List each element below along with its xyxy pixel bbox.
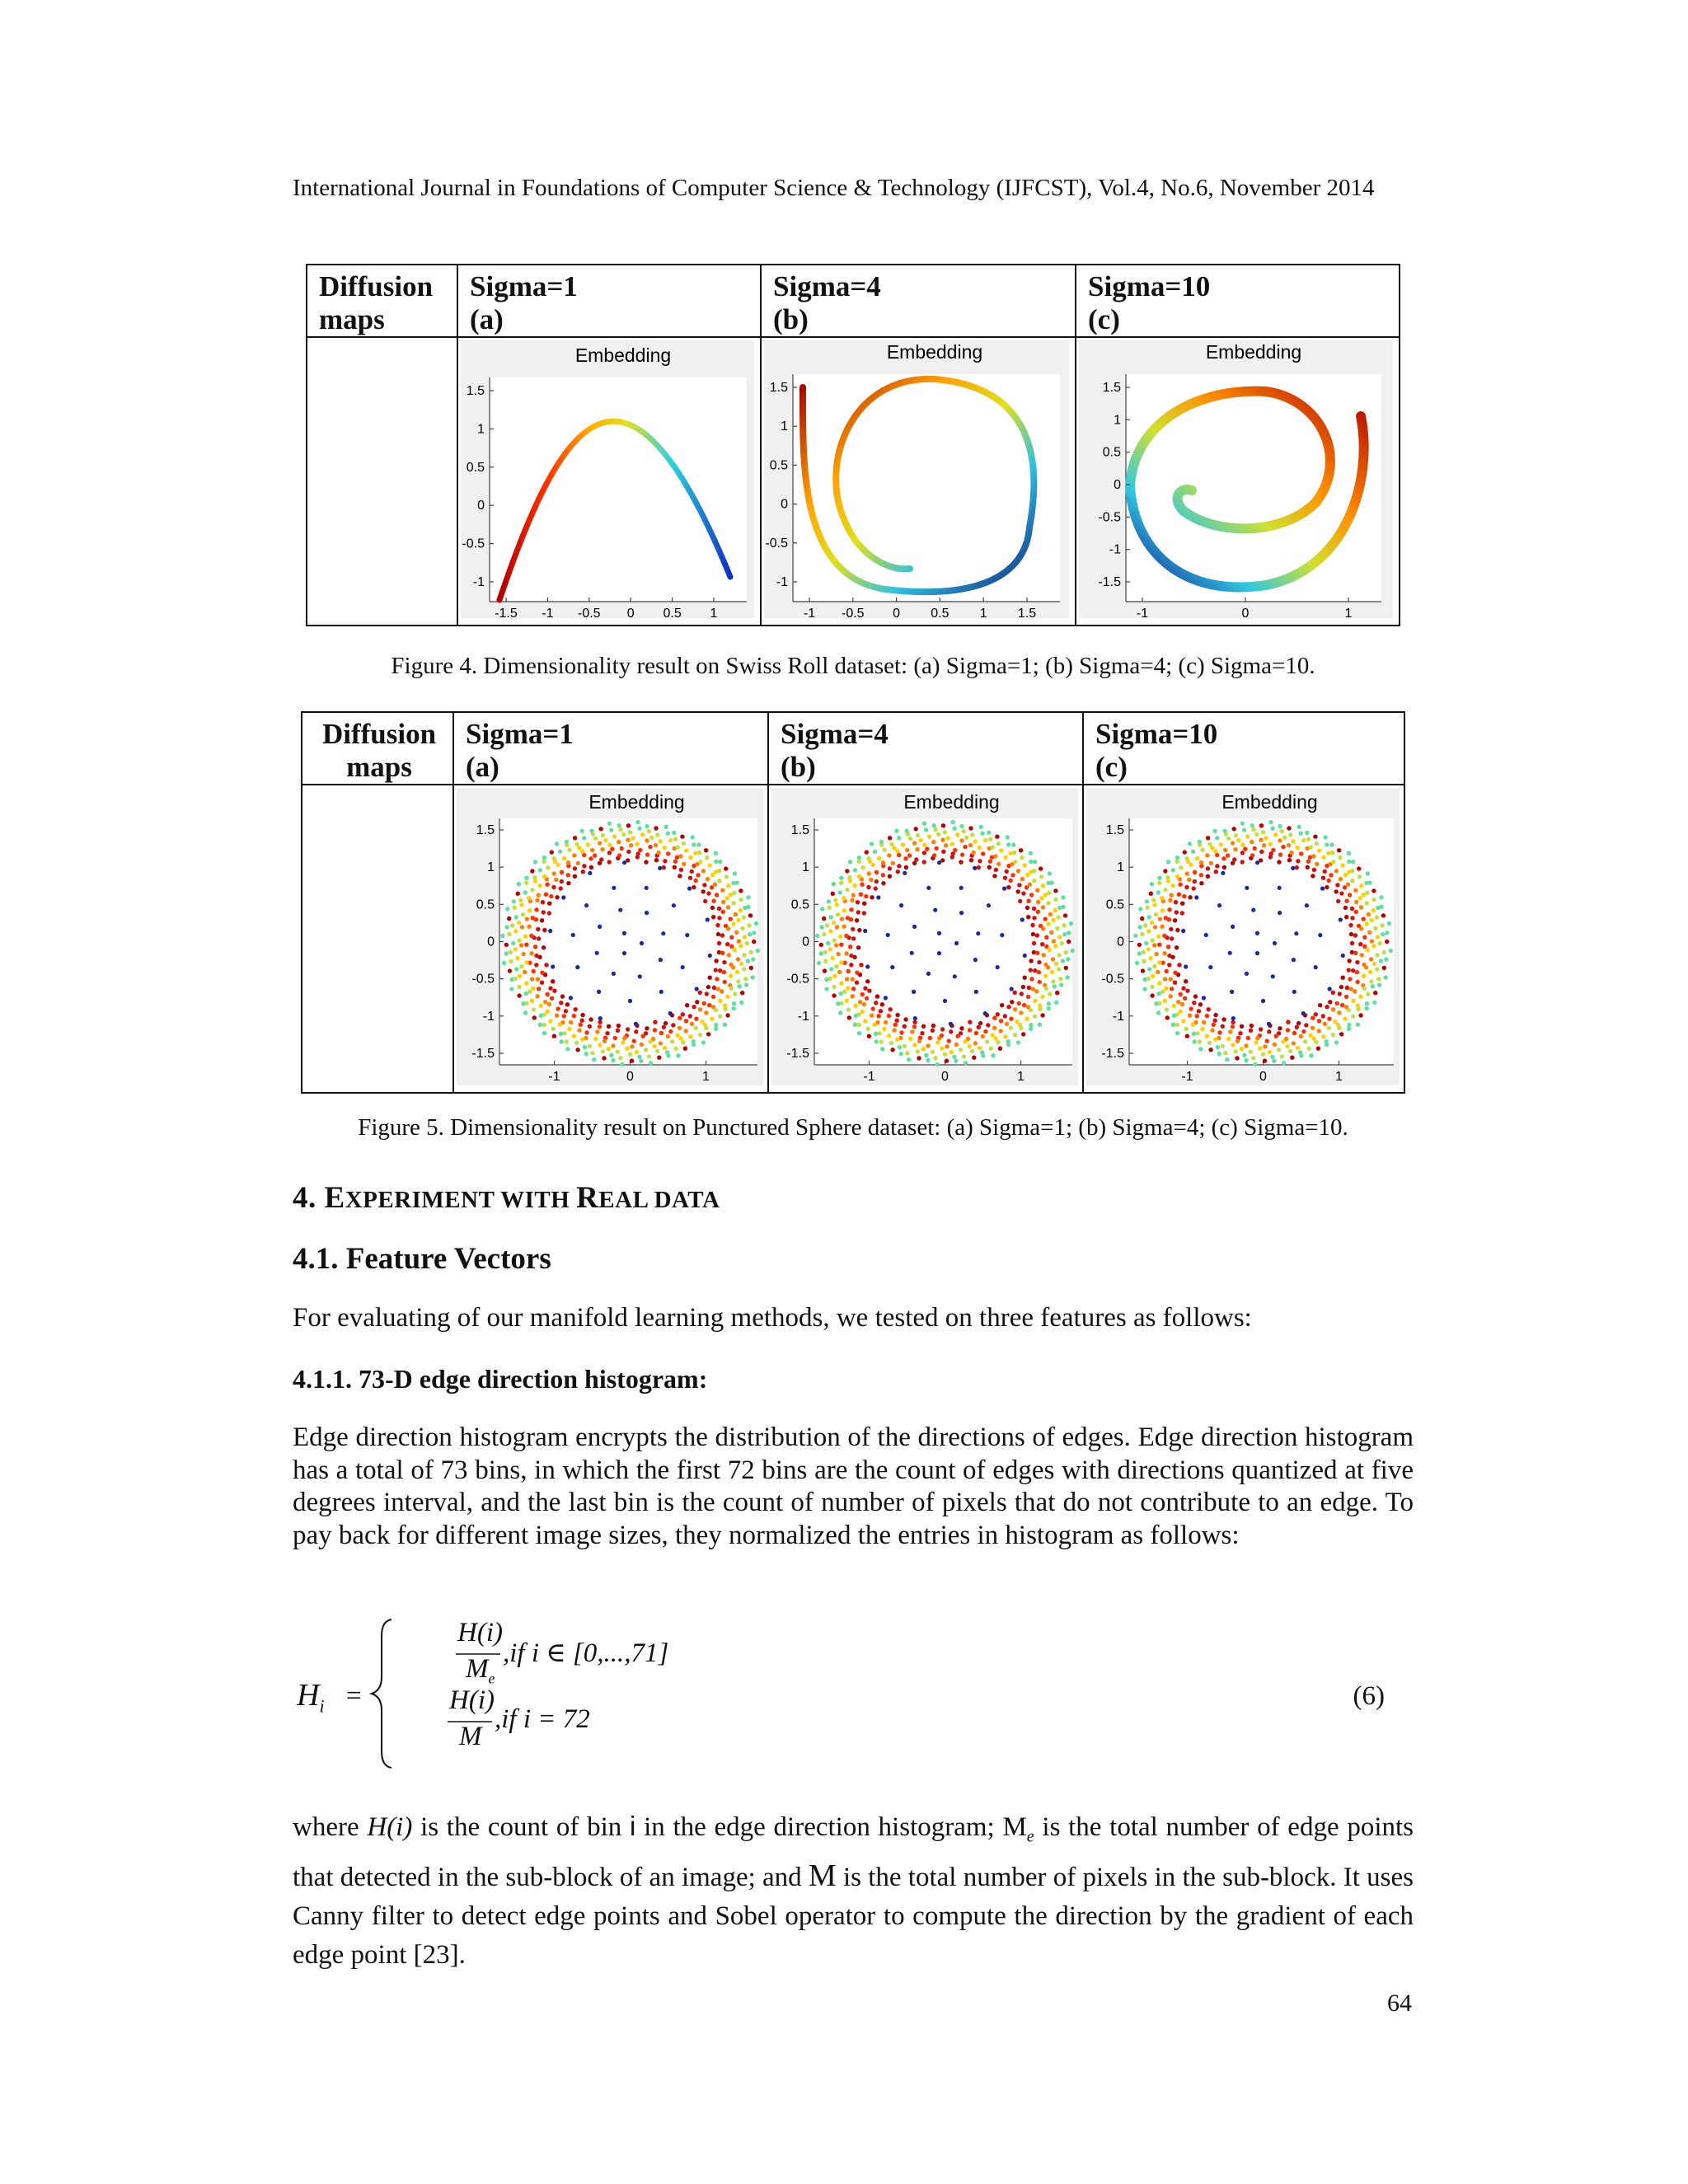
figure4-row-label: Diffusion maps bbox=[307, 265, 457, 337]
x-tick-label: 1 bbox=[702, 1070, 710, 1084]
y-tick-label: 1 bbox=[477, 422, 485, 437]
y-tick-label: 1.5 bbox=[790, 823, 809, 837]
x-tick-label: -1 bbox=[542, 607, 554, 621]
figure4-plot-c bbox=[1076, 338, 1399, 621]
y-tick-label: 0 bbox=[477, 499, 485, 513]
case2-numerator: H(i) bbox=[449, 1685, 495, 1715]
y-tick-label: 1.5 bbox=[466, 384, 485, 398]
case2-denominator: M bbox=[459, 1722, 482, 1751]
case1-numerator: H(i) bbox=[457, 1618, 503, 1647]
x-tick-label: -1 bbox=[548, 1070, 560, 1084]
x-tick-label: -0.5 bbox=[842, 607, 865, 621]
figure5-plot-b bbox=[769, 785, 1082, 1088]
y-tick-label: 1 bbox=[802, 860, 809, 875]
y-tick-label: 0.5 bbox=[466, 460, 485, 475]
x-tick-label: 0 bbox=[626, 1070, 634, 1084]
figure4-empty-cell bbox=[307, 337, 457, 626]
y-tick-label: -0.5 bbox=[1098, 510, 1121, 525]
figure4-plot-a bbox=[458, 338, 760, 621]
y-tick-label: -1 bbox=[482, 1009, 495, 1024]
x-tick-label: -1 bbox=[1181, 1070, 1193, 1084]
figure4-col-a: Sigma=1 (a) bbox=[457, 265, 761, 337]
equals-sign: = bbox=[346, 1681, 362, 1711]
x-tick-label: 0 bbox=[893, 607, 901, 621]
x-tick-label: 1 bbox=[979, 607, 987, 621]
y-tick-label: -1.5 bbox=[1101, 1047, 1124, 1061]
figure4-col-c: Sigma=10 (c) bbox=[1076, 265, 1400, 337]
y-tick-label: 1.5 bbox=[769, 381, 788, 395]
equation-number: (6) bbox=[1353, 1681, 1385, 1711]
x-tick-label: 1 bbox=[710, 607, 718, 621]
y-tick-label: 0.5 bbox=[1102, 445, 1121, 460]
plot-title: Embedding bbox=[574, 344, 672, 366]
x-tick-label: 1 bbox=[1335, 1070, 1343, 1084]
figure4-caption: Figure 4. Dimensionality result on Swiss Roll dataset: (a) Sigma=1; (b) Sigma=4; (c) Sigma=10. bbox=[391, 653, 1315, 679]
intro-text: For evaluating of our manifold learning methods, we tested on three features as follows: bbox=[293, 1303, 1252, 1333]
y-tick-label: -1 bbox=[1112, 1009, 1124, 1024]
y-tick-label: 0 bbox=[802, 935, 809, 949]
x-tick-label: -1 bbox=[1136, 607, 1149, 621]
equation-lhs: $H_i$ bbox=[297, 1678, 325, 1717]
y-tick-label: -0.5 bbox=[765, 536, 788, 551]
x-tick-label: -1 bbox=[803, 607, 816, 621]
y-tick-label: 0.5 bbox=[1105, 898, 1124, 912]
figure5-col-a: Sigma=1 (a) bbox=[453, 712, 768, 785]
y-tick-label: 0 bbox=[781, 497, 788, 512]
case1-denominator: $M_e$ bbox=[466, 1654, 495, 1687]
paragraph-edge-histogram: Edge direction histogram encrypts the distribution of the directions of edges. Edge direction histogram has a total of 73 bins, in which the first 72 bins are the count of edges with directions quantized at five degrees interval, and the last bin is the count of number of pixels that do not contribute to an edge. To pay back for different image sizes, they normalized the entries in histogram as follows: bbox=[293, 1422, 1414, 1550]
y-tick-label: -0.5 bbox=[1101, 972, 1124, 987]
x-tick-label: -1.5 bbox=[495, 607, 518, 621]
y-tick-label: 1 bbox=[1114, 413, 1121, 428]
figure5-col-c: Sigma=10 (c) bbox=[1083, 712, 1404, 785]
figure4-col-b: Sigma=4 (b) bbox=[761, 265, 1076, 337]
y-tick-label: 0 bbox=[1114, 478, 1121, 492]
y-tick-label: -0.5 bbox=[462, 537, 485, 551]
figure5-col-b: Sigma=4 (b) bbox=[768, 712, 1083, 785]
x-tick-label: 0 bbox=[1259, 1070, 1267, 1084]
y-tick-label: 0 bbox=[487, 935, 495, 949]
y-tick-label: -1 bbox=[472, 575, 485, 589]
running-header: International Journal in Foundations of Computer Science & Technology (IJFCST), Vol.4, No.6, November 2014 bbox=[293, 175, 1375, 201]
y-tick-label: -1 bbox=[797, 1009, 809, 1024]
y-tick-label: -0.5 bbox=[471, 972, 495, 987]
case2-condition: ,if i = 72 bbox=[495, 1704, 590, 1734]
subsection-heading: 4.1. Feature Vectors bbox=[293, 1242, 551, 1276]
x-tick-label: -1 bbox=[863, 1070, 875, 1084]
x-tick-label: 1.5 bbox=[1017, 607, 1037, 621]
figure5-row-label: Diffusion maps bbox=[302, 712, 453, 785]
y-tick-label: 1 bbox=[781, 419, 788, 434]
y-tick-label: -1 bbox=[1109, 542, 1121, 557]
y-tick-label: -1.5 bbox=[786, 1047, 809, 1061]
x-tick-label: 0.5 bbox=[663, 607, 682, 621]
plot-title: Embedding bbox=[1221, 791, 1318, 813]
y-tick-label: 1 bbox=[487, 860, 495, 875]
plot-title: Embedding bbox=[588, 791, 685, 813]
x-tick-label: 0 bbox=[1241, 607, 1250, 621]
x-tick-label: 1 bbox=[1344, 607, 1353, 621]
y-tick-label: 0.5 bbox=[769, 458, 788, 473]
y-tick-label: 1.5 bbox=[1105, 823, 1124, 837]
page-number: 64 bbox=[1387, 1990, 1412, 2017]
x-tick-label: 0 bbox=[941, 1070, 949, 1084]
y-tick-label: 1.5 bbox=[1102, 381, 1121, 395]
section-heading: 4. EXPERIMENT WITH REAL DATA bbox=[293, 1181, 720, 1215]
y-tick-label: 1.5 bbox=[476, 823, 495, 837]
case1-condition: ,if i ∈ [0,...,71] bbox=[503, 1638, 669, 1668]
y-tick-label: -1 bbox=[776, 575, 788, 589]
y-tick-label: -1.5 bbox=[1098, 575, 1121, 589]
y-tick-label: 0 bbox=[1117, 935, 1124, 949]
subsubsection-heading: 4.1.1. 73-D edge direction histogram: bbox=[293, 1364, 708, 1394]
figure5-plot-a bbox=[454, 785, 767, 1088]
x-tick-label: 1 bbox=[1017, 1070, 1025, 1084]
figure5-caption: Figure 5. Dimensionality result on Punctured Sphere dataset: (a) Sigma=1; (b) Sigma=4; (c) Sigma=10. bbox=[358, 1114, 1348, 1141]
figure5-plot-c bbox=[1084, 785, 1404, 1088]
equation-6 bbox=[293, 1611, 1414, 1776]
y-tick-label: 1 bbox=[1117, 860, 1124, 875]
x-tick-label: -0.5 bbox=[578, 607, 601, 621]
y-tick-label: -1.5 bbox=[471, 1047, 495, 1061]
figure4-table bbox=[306, 264, 1400, 626]
plot-title: Embedding bbox=[1205, 341, 1302, 363]
y-tick-label: 0.5 bbox=[790, 898, 809, 912]
y-tick-label: -0.5 bbox=[786, 972, 809, 987]
y-tick-label: 0.5 bbox=[476, 898, 495, 912]
x-tick-label: 0 bbox=[626, 607, 635, 621]
plot-title: Embedding bbox=[886, 341, 983, 363]
figure5-empty-cell bbox=[302, 785, 453, 1093]
x-tick-label: 0.5 bbox=[931, 607, 950, 621]
figure5-table bbox=[301, 711, 1405, 1094]
plot-title: Embedding bbox=[903, 791, 1000, 813]
figure4-plot-b bbox=[762, 338, 1075, 621]
where-paragraph: where H(i) is the count of bin i in the edge direction histogram; $M_e$ is the total number of edge points that detected in the sub-block of an image; and M is the total number of pixels in the sub-block. It uses Canny filter to detect edge points and Sobel operator to compute the direction by the gradient of each edge point [23]. bbox=[293, 1811, 1414, 1970]
